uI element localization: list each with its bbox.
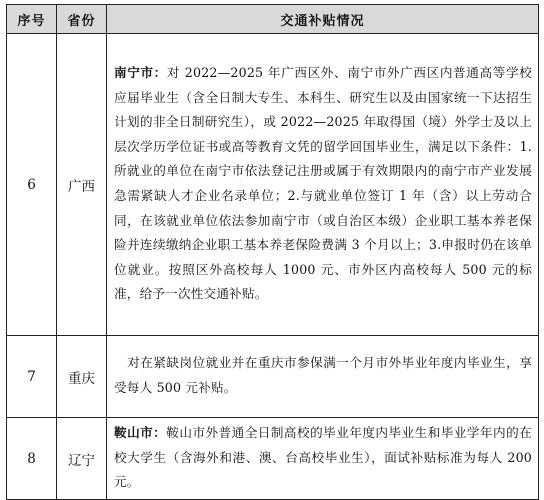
details-text: 对在紧缺岗位就业并在重庆市参保满一个月市外毕业年度内毕业生，享受每人 500 元补贴。 — [114, 355, 532, 395]
header-num: 序号 — [7, 5, 57, 34]
row-province: 重庆 — [57, 336, 107, 418]
row-province: 广西 — [57, 34, 107, 336]
row-details — [107, 34, 539, 336]
table-row — [7, 34, 539, 336]
row-details — [107, 336, 539, 418]
header-row — [7, 5, 539, 34]
row-number: 6 — [7, 34, 57, 336]
header-province: 省份 — [57, 5, 107, 34]
table-row — [7, 336, 539, 418]
city-label: 鞍山市： — [114, 425, 167, 441]
transport-subsidy-table — [6, 4, 539, 500]
details-text: 对 2022—2025 年广西区外、南宁市外广西区内普通高等学校应届毕业生（含全日制大专生、本科生、研究生以及由国家统一下达招生计划的非全日制研究生），或 2022—2025 年取得国（境）外学士及以上层次学历学位证书或高等教育文凭的留学回国毕业生，满足以下条件：1.所就业的单位在南宁市依法登记注册或属于有效期限内的南宁市产业发展急需紧缺人才企业名录单位；2.与就业单位签订 1 年（含）以上劳动合同，在该就业单位依法参加南宁市（或自治区本级）企业职工基本养老保险并连续缴纳企业职工基本养老保险费满 3 个月以上；3.申报时仍在该单位就业。按照区外高校每人 1000 元、市外区内高校每人 500 元的标准，给予一次性交通补贴。 — [114, 65, 532, 302]
details-text: 鞍山市外普通全日制高校的毕业年度内毕业生和毕业学年内的在校大学生（含海外和港、澳、台高校毕业生），面试补贴标准为每人 200 元。 — [114, 425, 532, 490]
row-province: 辽宁 — [57, 418, 107, 500]
row-number: 8 — [7, 418, 57, 500]
header-details: 交通补贴情况 — [107, 5, 539, 34]
table-row — [7, 418, 539, 500]
row-details — [107, 418, 539, 500]
city-label: 南宁市： — [114, 65, 167, 81]
row-number: 7 — [7, 336, 57, 418]
